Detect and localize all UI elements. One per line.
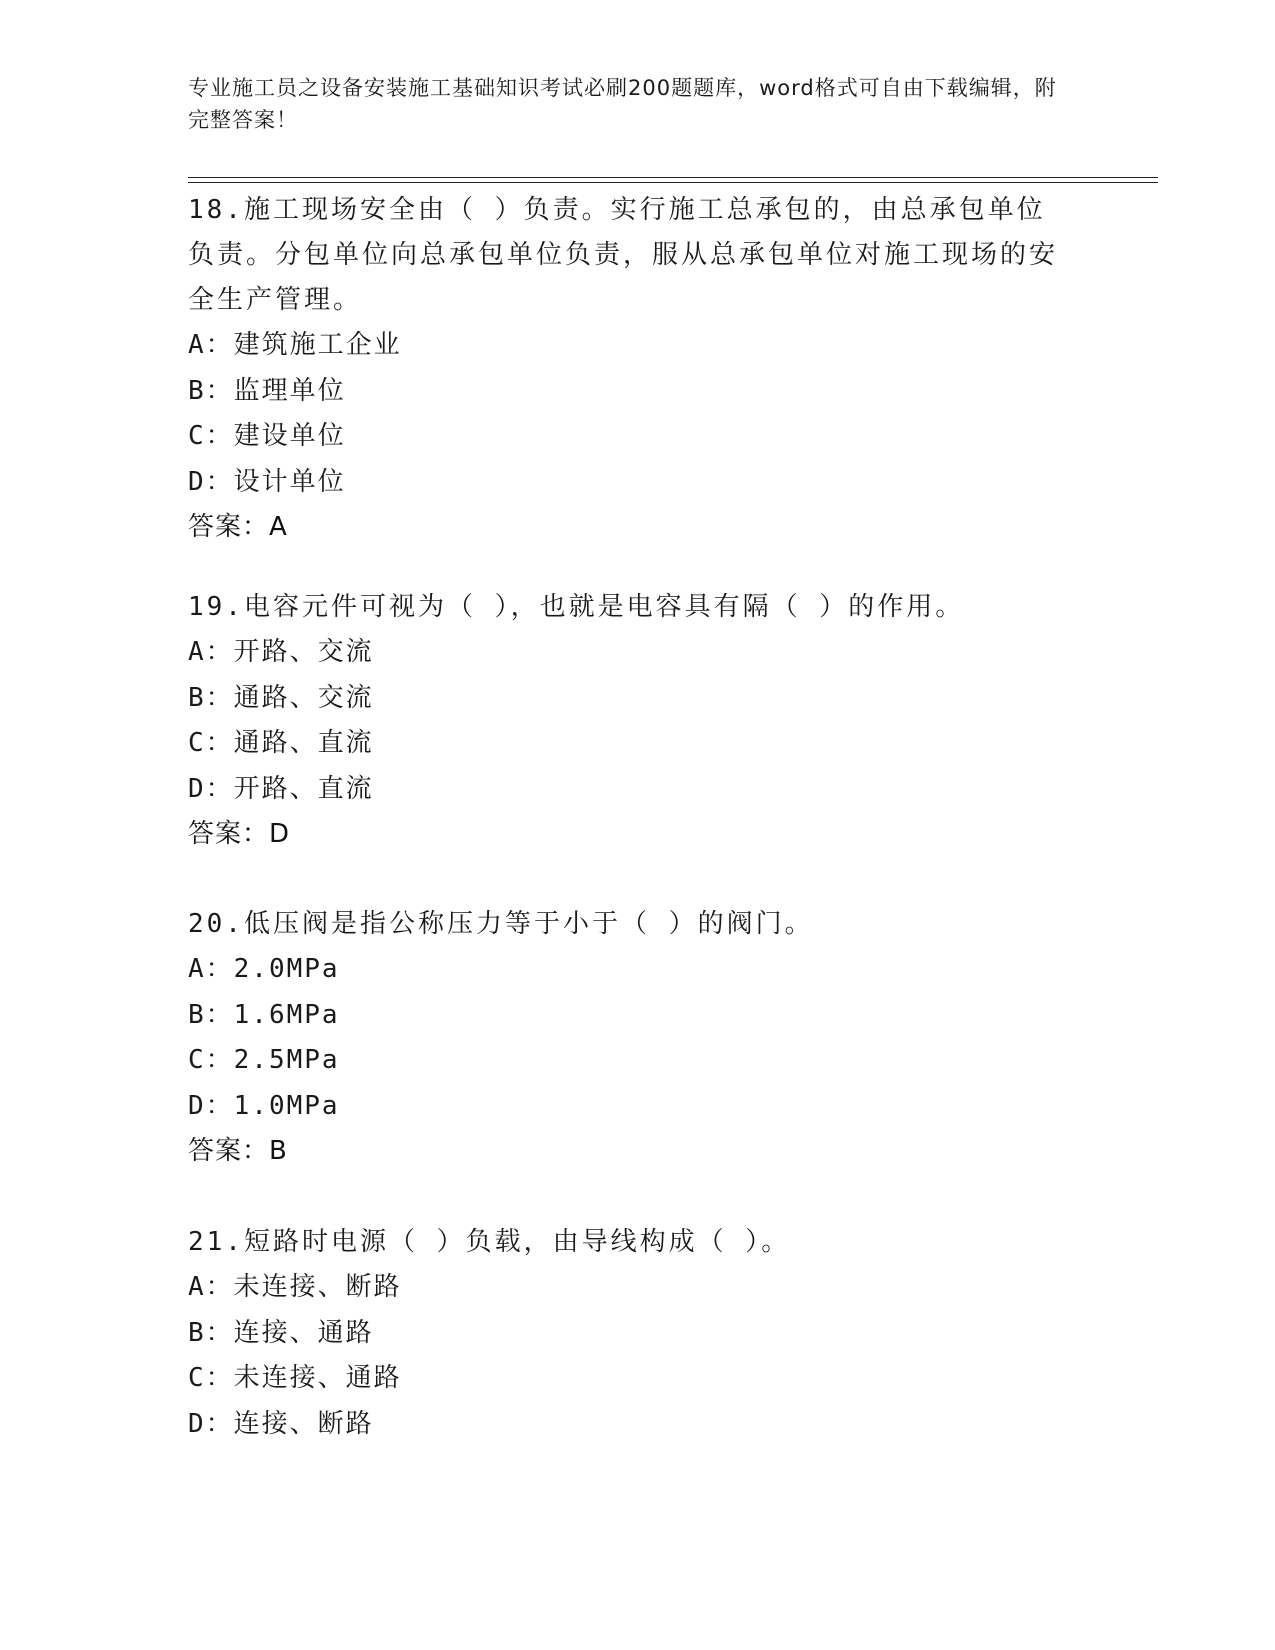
option-letter: D：	[188, 773, 234, 804]
option-text: 通路、交流	[233, 682, 374, 713]
option-text: 2.0MPa	[233, 954, 340, 984]
answer-label: 答案：	[188, 1136, 270, 1166]
option-b	[188, 369, 1068, 415]
option-letter: B：	[188, 999, 234, 1030]
question-stem: 21.短路时电源（ ）负载，由导线构成（ ）。	[188, 1227, 791, 1257]
option-text: 建筑施工企业	[233, 330, 402, 360]
question-21	[188, 1220, 1068, 1447]
header-divider-bottom	[188, 182, 1158, 183]
answer-label: 答案：	[188, 819, 270, 849]
question-stem: 18.施工现场安全由（ ）负责。实行施工总承包的，由总承包单位负责。分包单位向总承包单位负责，服从总承包单位对施工现场的安全生产管理。	[188, 195, 1059, 315]
answer-value: D	[269, 819, 291, 849]
question-19	[188, 585, 1068, 857]
question-20	[188, 902, 1068, 1174]
header-divider-top	[188, 177, 1158, 178]
option-text: 监理单位	[233, 375, 346, 406]
option-c	[188, 414, 1068, 460]
question-stem: 20.低压阀是指公称压力等于小于（ ）的阀门。	[188, 909, 814, 939]
option-d	[188, 767, 1068, 813]
option-b	[188, 1311, 1068, 1357]
option-text: 连接、通路	[233, 1317, 374, 1348]
option-letter: D：	[188, 1408, 234, 1439]
option-letter: A：	[188, 1272, 234, 1302]
option-d	[188, 1402, 1068, 1448]
answer-line	[188, 1129, 1068, 1174]
option-text: 设计单位	[233, 466, 346, 497]
option-letter: D：	[188, 1090, 234, 1121]
option-letter: C：	[188, 728, 234, 758]
option-d	[188, 1084, 1068, 1130]
option-letter: C：	[188, 1045, 234, 1075]
option-a	[188, 323, 1068, 369]
option-text: 1.6MPa	[233, 999, 340, 1030]
option-a	[188, 947, 1068, 993]
option-letter: B：	[188, 682, 234, 713]
option-letter: C：	[188, 1363, 234, 1393]
document-header: 专业施工员之设备安装施工基础知识考试必刷200题题库，word格式可自由下载编辑，附完整答案！	[188, 76, 1057, 132]
option-a	[188, 630, 1068, 676]
answer-value: B	[269, 1136, 288, 1166]
answer-label: 答案：	[188, 512, 270, 542]
option-text: 建设单位	[233, 421, 346, 451]
option-text: 2.5MPa	[233, 1045, 340, 1075]
option-text: 连接、断路	[233, 1408, 374, 1439]
option-c	[188, 1038, 1068, 1084]
option-b	[188, 676, 1068, 722]
option-letter: B：	[188, 1317, 234, 1348]
option-letter: A：	[188, 954, 234, 984]
option-letter: C：	[188, 421, 234, 451]
option-b	[188, 993, 1068, 1039]
option-text: 未连接、断路	[233, 1272, 402, 1302]
option-letter: D：	[188, 466, 234, 497]
answer-value: A	[269, 512, 288, 542]
question-stem: 19.电容元件可视为（ ），也就是电容具有隔（ ）的作用。	[188, 592, 965, 622]
answer-line	[188, 812, 1068, 857]
option-letter: A：	[188, 330, 234, 360]
option-letter: B：	[188, 375, 234, 406]
answer-line	[188, 505, 1068, 550]
option-text: 开路、直流	[233, 773, 374, 804]
question-18	[188, 188, 1068, 550]
option-text: 未连接、通路	[233, 1363, 402, 1393]
option-text: 通路、直流	[233, 728, 374, 758]
option-text: 1.0MPa	[233, 1090, 340, 1121]
option-c	[188, 721, 1068, 767]
option-a	[188, 1265, 1068, 1311]
option-letter: A：	[188, 637, 234, 667]
option-c	[188, 1356, 1068, 1402]
option-text: 开路、交流	[233, 637, 374, 667]
option-d	[188, 460, 1068, 506]
